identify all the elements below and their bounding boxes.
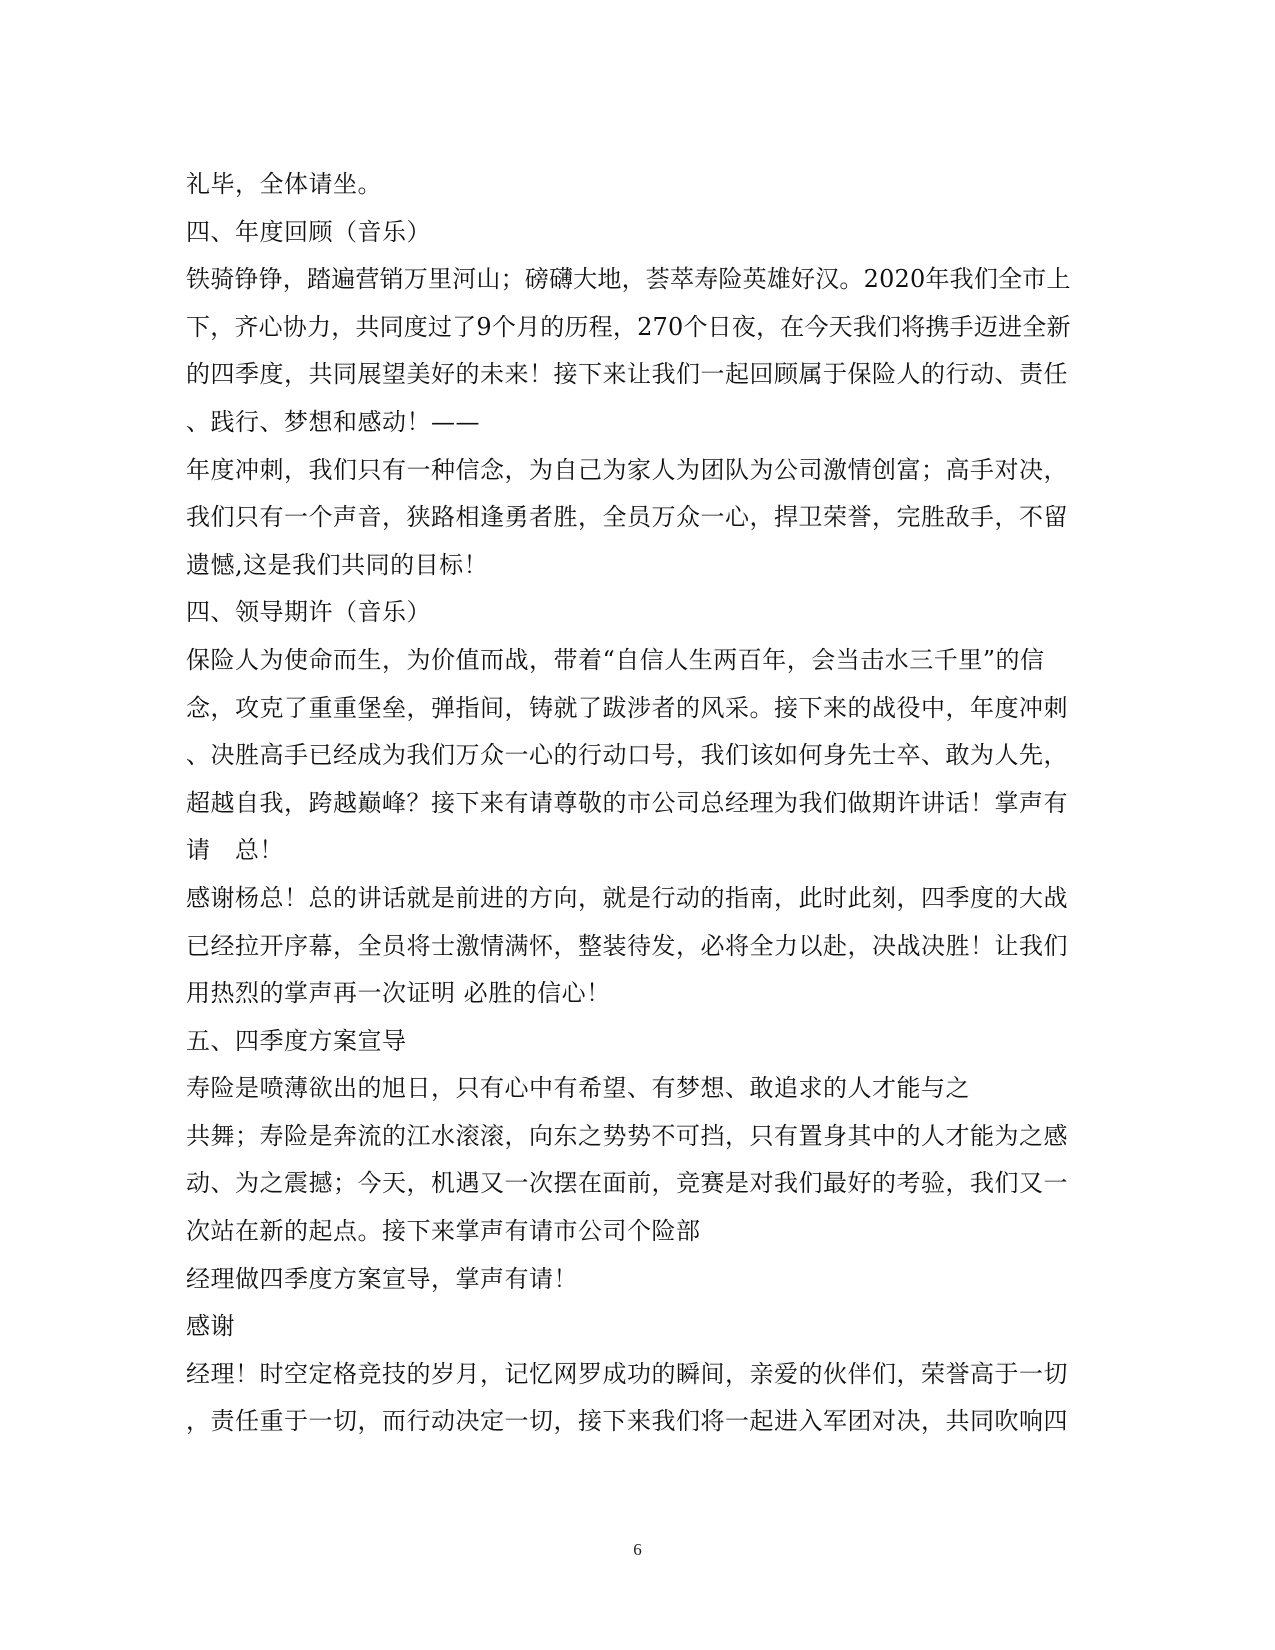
text-line: 年度冲刺，我们只有一种信念，为自己为家人为团队为公司激情创富；高手对决， — [186, 455, 1068, 484]
document-body — [186, 161, 1086, 1446]
text-line: 用热烈的掌声再一次证明 必胜的信心！ — [186, 979, 611, 1008]
text-line: 寿险是喷薄欲出的旭日，只有心中有希望、有梦想、敢追求的人才能与之 — [186, 1074, 970, 1103]
text-line: 共舞；寿险是奔流的江水滚滚，向东之势势不可挡，只有置身其中的人才能为之感 — [186, 1121, 1068, 1150]
text-line: 铁骑铮铮，踏遍营销万里河山；磅礴大地，荟萃寿险英雄好汉。2020年我们全市上 — [186, 265, 1071, 294]
section-heading: 五、四季度方案宣导 — [186, 1026, 407, 1055]
text-line: 请 总！ — [186, 836, 284, 865]
text-line: ，责任重于一切，而行动决定一切，接下来我们将一起进入军团对决，共同吹响四 — [186, 1407, 1068, 1436]
text-line: 的四季度，共同展望美好的未来！接下来让我们一起回顾属于保险人的行动、责任 — [186, 360, 1068, 389]
text-line: 经理！时空定格竞技的岁月，记忆网罗成功的瞬间，亲爱的伙伴们，荣誉高于一切 — [186, 1359, 1068, 1388]
text-line: 超越自我，跨越巅峰？接下来有请尊敬的市公司总经理为我们做期许讲话！掌声有 — [186, 788, 1068, 817]
section-heading: 四、年度回顾（音乐） — [186, 217, 431, 246]
text-line: 已经拉开序幕，全员将士激情满怀，整装待发，必将全力以赴，决战决胜！让我们 — [186, 931, 1068, 960]
text-line: 感谢杨总！总的讲话就是前进的方向，就是行动的指南，此时此刻，四季度的大战 — [186, 883, 1068, 912]
text-line: 遗憾,这是我们共同的目标！ — [186, 550, 489, 579]
text-line: 礼毕，全体请坐。 — [186, 170, 382, 198]
text-line: 下，齐心协力，共同度过了9个月的历程，270个日夜，在今天我们将携手迈进全新 — [186, 312, 1071, 341]
text-line: 念，攻克了重重堡垒，弹指间，铸就了跋涉者的风采。接下来的战役中，年度冲刺 — [186, 693, 1068, 722]
text-line: 、践行、梦想和感动！—— — [186, 407, 480, 436]
text-line: 保险人为使命而生，为价值而战，带着“自信人生两百年，会当击水三千里”的信 — [186, 645, 1045, 674]
text-line: 、决胜高手已经成为我们万众一心的行动口号，我们该如何身先士卒、敢为人先， — [186, 741, 1068, 770]
page-number: 6 — [633, 1540, 642, 1559]
text-line: 次站在新的起点。接下来掌声有请市公司个险部 — [186, 1217, 701, 1246]
text-line: 感谢 — [186, 1312, 235, 1341]
text-line: 我们只有一个声音，狭路相逢勇者胜，全员万众一心，捍卫荣誉，完胜敌手，不留 — [186, 503, 1068, 532]
section-heading: 四、领导期许（音乐） — [186, 598, 431, 627]
text-line: 经理做四季度方案宣导，掌声有请！ — [186, 1264, 578, 1293]
text-line: 动、为之震撼；今天，机遇又一次摆在面前，竞赛是对我们最好的考验，我们又一 — [186, 1169, 1068, 1198]
